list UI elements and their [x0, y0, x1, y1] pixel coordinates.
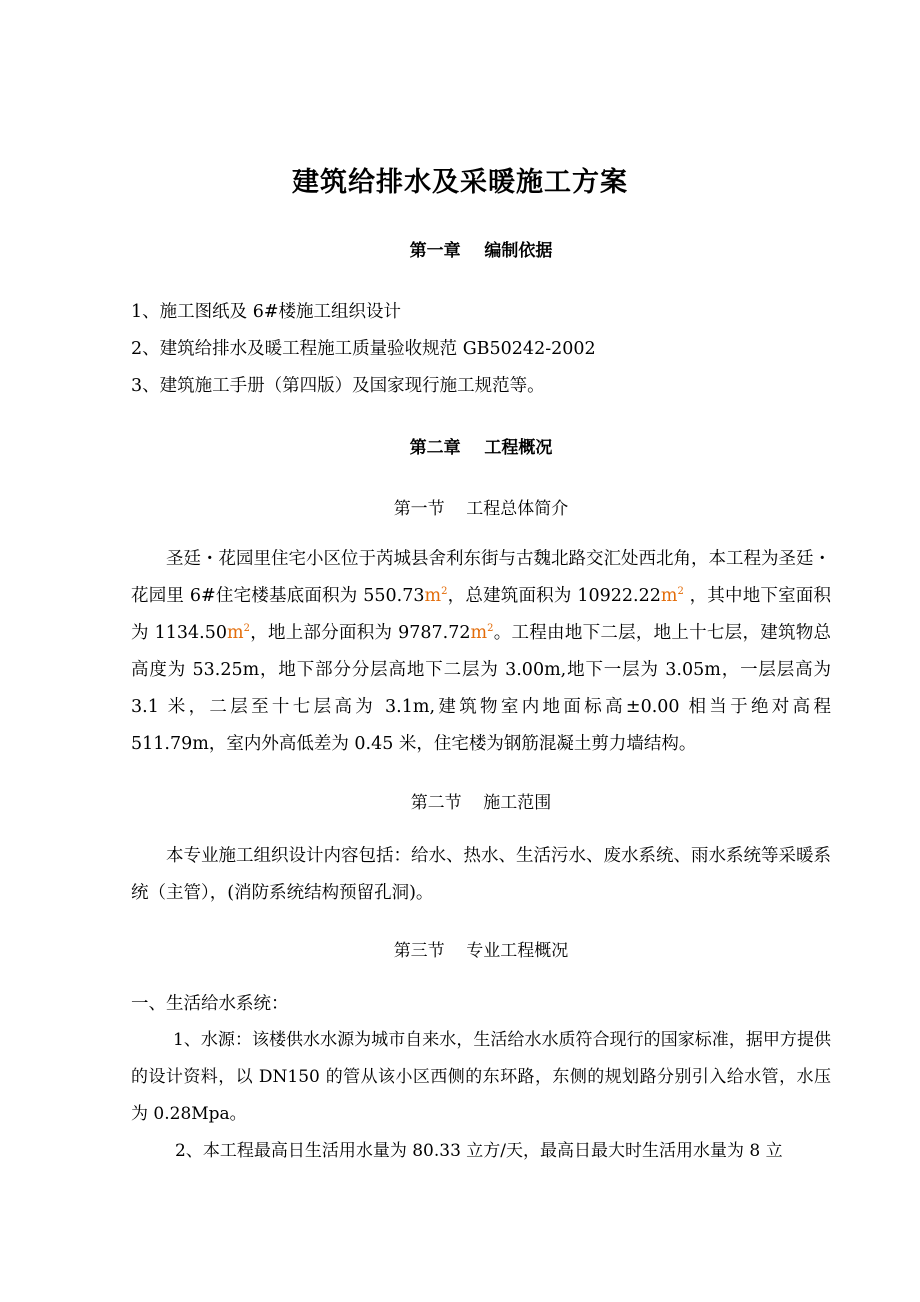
- section-1-heading: 第一节 工程总体简介: [393, 499, 569, 519]
- area-unit: $m^2$: [424, 586, 448, 606]
- water-source-paragraph: 1、水源：该楼供水水源为城市自来水，生活给水水质符合现行的国家标准，据甲方提供的设计资料，以 DN150 的管从该小区西侧的东环路，东侧的规划路分别引入给水管，水压为 0.28Mpa。: [131, 1030, 831, 1124]
- water-usage-paragraph: 2、本工程最高日生活用水量为 80.33 立方/天，最高日最大时生活用水量为 8 立: [175, 1141, 783, 1161]
- construction-scope-paragraph: 本专业施工组织设计内容包括：给水、热水、生活污水、废水系统、雨水系统等采暖系统（主管），(消防系统结构预留孔洞)。: [131, 846, 831, 903]
- basis-item-1: 1、施工图纸及 6#楼施工组织设计: [131, 302, 401, 322]
- chapter-1-heading: 第一章 编制依据: [409, 241, 553, 261]
- area-unit: $m^2$: [660, 586, 684, 606]
- project-overview-paragraph: 圣廷・花园里住宅小区位于芮城县舍利东街与古魏北路交汇处西北角，本工程为圣廷・花园里 6#住宅楼基底面积为 $550.73m^2$，总建筑面积为 $10922.22m^2$ ，其中地下室面积为 $1134.50m^2$，地上部分面积为 $9787.72m^2$。工程由地下二层，地上十七层，建筑物总高度为 53.25m，地下部分分层高地下二层为 3.00m,地下一层为 3.05m，一层层高为 3.1 米，二层至十七层高为 3.1m,建筑物室内地面标高±0.00 相当于绝对高程 511.79m，室内外高低差为 0.45 米，住宅楼为钢筋混凝土剪力墙结构。: [131, 549, 831, 754]
- area-unit: $m^2$: [470, 623, 494, 643]
- basis-item-2: 2、建筑给排水及暖工程施工质量验收规范 GB50242-2002: [131, 339, 596, 359]
- section-3-heading: 第三节 专业工程概况: [393, 941, 569, 961]
- document-title: 建筑给排水及采暖施工方案: [292, 167, 628, 198]
- section-2-heading: 第二节 施工范围: [410, 793, 552, 813]
- subsection-water-supply: 一、生活给水系统：: [131, 994, 289, 1014]
- chapter-2-heading: 第二章 工程概况: [409, 438, 553, 458]
- basis-item-3: 3、建筑施工手册（第四版）及国家现行施工规范等。: [131, 376, 545, 396]
- area-unit: $m^2$: [226, 623, 250, 643]
